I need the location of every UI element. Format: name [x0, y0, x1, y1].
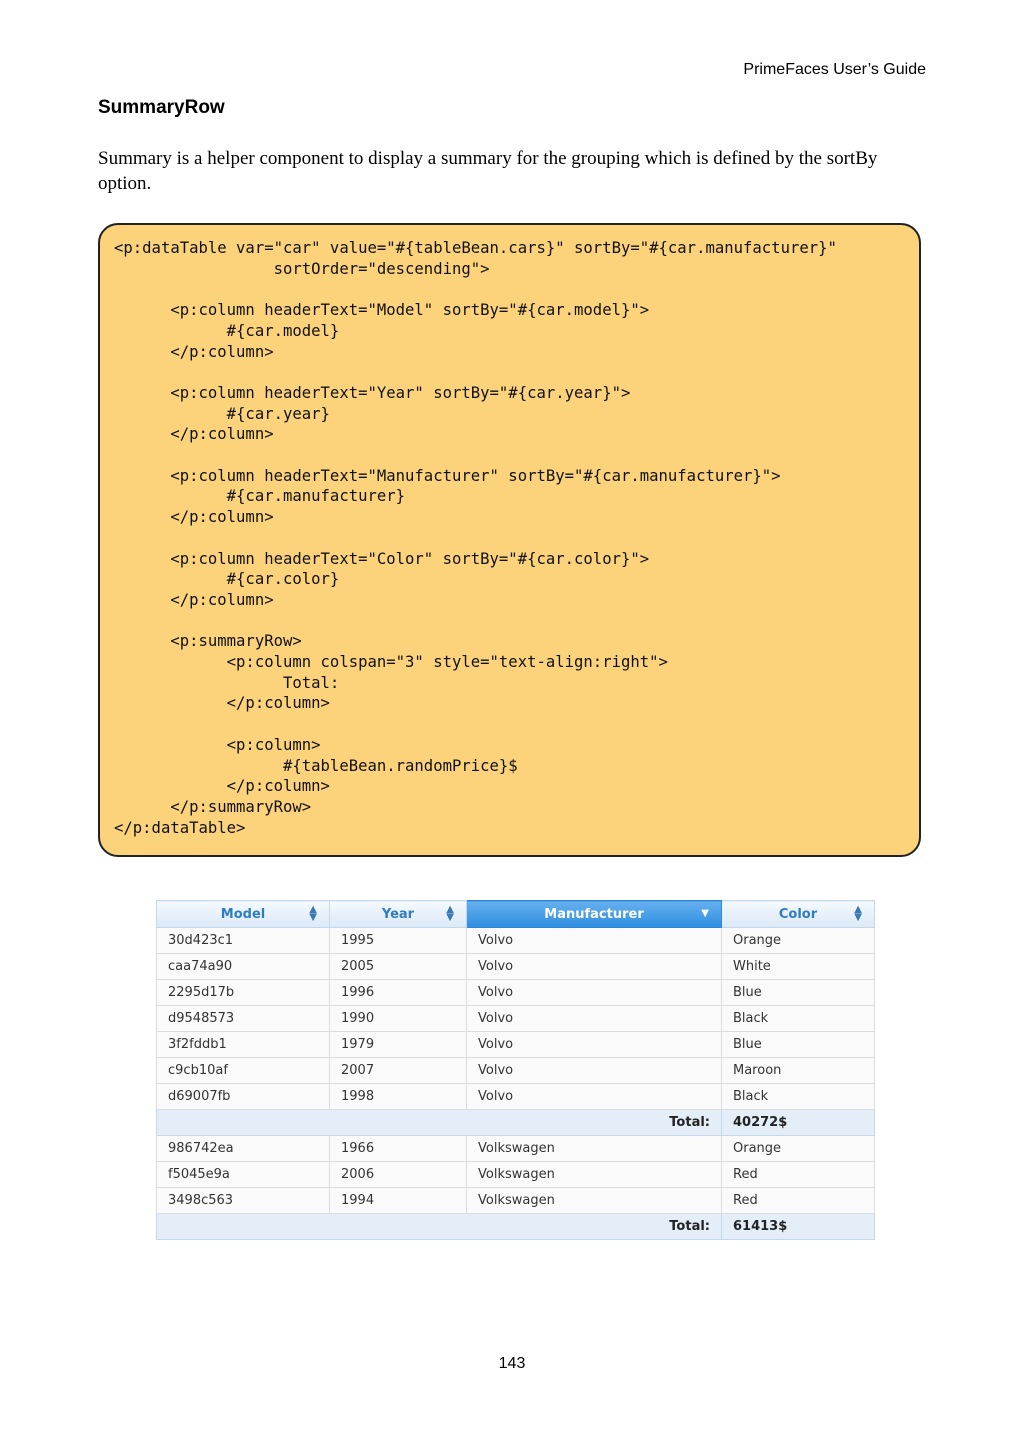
cell-manufacturer: Volkswagen	[467, 1188, 722, 1214]
cell-year: 2007	[330, 1058, 467, 1084]
cell-color: Red	[722, 1162, 875, 1188]
table-row[interactable]	[157, 1136, 875, 1162]
cell-color: Black	[722, 1084, 875, 1110]
column-header-label: Model	[220, 906, 266, 922]
cell-model: 2295d17b	[157, 980, 330, 1006]
cell-year: 1994	[330, 1188, 467, 1214]
cell-manufacturer: Volvo	[467, 1084, 722, 1110]
code-listing	[98, 223, 921, 857]
cell-model: 3498c563	[157, 1188, 330, 1214]
cell-year: 2005	[330, 954, 467, 980]
sort-descending-icon: ▼	[701, 908, 709, 919]
cell-year: 1996	[330, 980, 467, 1006]
table-row[interactable]	[157, 1188, 875, 1214]
cell-model: d9548573	[157, 1006, 330, 1032]
sort-both-icon: ▲ ▼	[309, 904, 317, 923]
column-header-color[interactable]	[722, 901, 875, 928]
page-number: 143	[498, 1355, 526, 1372]
cell-color: Blue	[722, 1032, 875, 1058]
cell-year: 1990	[330, 1006, 467, 1032]
cell-color: Blue	[722, 980, 875, 1006]
column-header-model[interactable]	[157, 901, 330, 928]
cell-model: c9cb10af	[157, 1058, 330, 1084]
sort-both-icon: ▲ ▼	[854, 904, 862, 923]
column-header-label: Color	[778, 906, 818, 922]
cell-model: 3f2fddb1	[157, 1032, 330, 1058]
running-header: PrimeFaces User’s Guide	[743, 61, 926, 78]
cell-year: 1995	[330, 928, 467, 954]
table-row[interactable]	[157, 1058, 875, 1084]
cell-manufacturer: Volvo	[467, 1058, 722, 1084]
cell-year: 2006	[330, 1162, 467, 1188]
cell-color: Orange	[722, 1136, 875, 1162]
column-header-year[interactable]	[330, 901, 467, 928]
sort-both-icon: ▲ ▼	[446, 904, 454, 923]
summary-total-label: Total:	[157, 1214, 722, 1240]
cell-manufacturer: Volvo	[467, 928, 722, 954]
cell-model: d69007fb	[157, 1084, 330, 1110]
cell-model: caa74a90	[157, 954, 330, 980]
table-row[interactable]	[157, 1032, 875, 1058]
column-header-label: Year	[381, 906, 415, 922]
cell-model: 30d423c1	[157, 928, 330, 954]
cell-manufacturer: Volkswagen	[467, 1136, 722, 1162]
summary-total-label: Total:	[157, 1110, 722, 1136]
table-row[interactable]	[157, 954, 875, 980]
cell-color: Red	[722, 1188, 875, 1214]
section-title: SummaryRow	[98, 97, 225, 118]
cell-color: Orange	[722, 928, 875, 954]
cell-manufacturer: Volvo	[467, 954, 722, 980]
intro-paragraph: Summary is a helper component to display a summary for the grouping which is defined by the sortBy option.	[98, 148, 878, 194]
summary-total-value: 40272$	[722, 1110, 875, 1136]
table-row[interactable]	[157, 1084, 875, 1110]
cell-manufacturer: Volvo	[467, 1006, 722, 1032]
summary-data-table	[156, 900, 875, 1240]
table-row[interactable]	[157, 1162, 875, 1188]
cell-model: 986742ea	[157, 1136, 330, 1162]
cell-color: Black	[722, 1006, 875, 1032]
cell-color: Maroon	[722, 1058, 875, 1084]
summary-row	[157, 1214, 875, 1240]
column-header-manufacturer[interactable]	[467, 901, 722, 928]
cell-model: f5045e9a	[157, 1162, 330, 1188]
table-body	[157, 928, 875, 1240]
cell-year: 1998	[330, 1084, 467, 1110]
column-header-label: Manufacturer	[544, 906, 644, 922]
table-row[interactable]	[157, 980, 875, 1006]
cell-year: 1979	[330, 1032, 467, 1058]
cell-color: White	[722, 954, 875, 980]
table-row[interactable]	[157, 1006, 875, 1032]
cell-manufacturer: Volvo	[467, 1032, 722, 1058]
summary-total-value: 61413$	[722, 1214, 875, 1240]
table-header-row	[157, 901, 875, 928]
summary-row	[157, 1110, 875, 1136]
code-text: <p:dataTable var="car" value="#{tableBean.cars}" sortBy="#{car.manufacturer}" sortOrder="descending"> <p:column headerText="Model" sortBy="#{car.model}"> #{car.model} </p:column> <p:column headerText="Year" sortBy="#{car.year}"> #{car.year} </p:column> <p:column headerText="Manufacturer" sortBy="#{car.manufacturer}"> #{car.manufacturer} </p:column> <p:column headerText="Color" sortBy="#{car.color}"> #{car.color} </p:column> <p:summaryRow> <p:column colspan="3" style="text-align:right"> Total: </p:column> <p:column> #{tableBean.randomPrice}$ </p:column> </p:summaryRow> </p:dataTable>	[114, 239, 837, 837]
cell-manufacturer: Volvo	[467, 980, 722, 1006]
cell-year: 1966	[330, 1136, 467, 1162]
cell-manufacturer: Volkswagen	[467, 1162, 722, 1188]
table-row[interactable]	[157, 928, 875, 954]
